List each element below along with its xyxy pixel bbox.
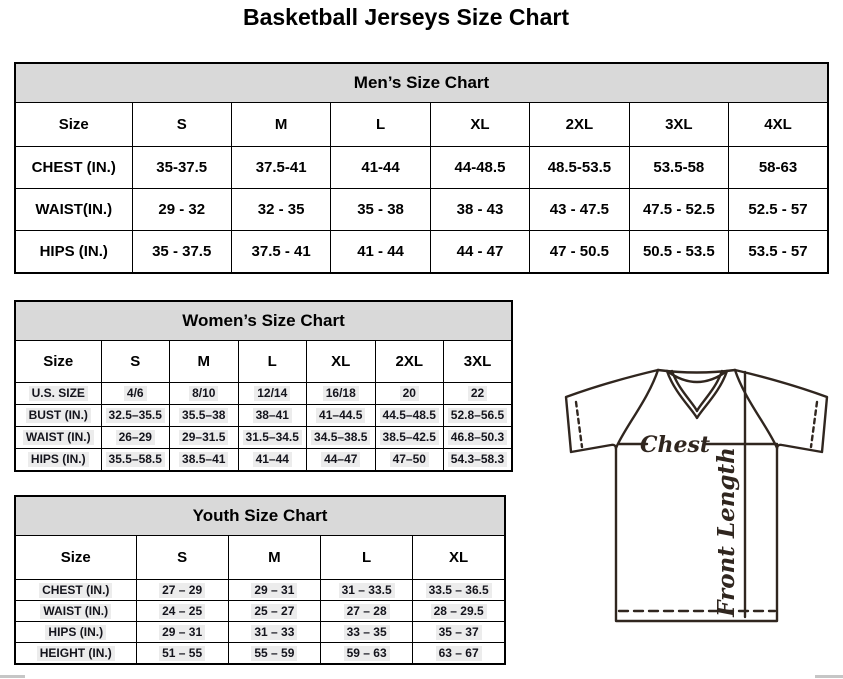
row-label [15,580,136,601]
table-row [15,580,505,601]
row-label [15,622,136,643]
cell [444,449,513,472]
col-header: Size [15,103,132,147]
cell [321,622,413,643]
col-header: Size [15,536,136,580]
cell [321,643,413,665]
col-header: XL [430,103,529,147]
table-row [15,231,828,274]
table-row [15,427,512,449]
row-label-text: BUST (IN.) [26,408,91,423]
cell [238,427,307,449]
row-label: CHEST (IN.) [15,147,132,189]
cell: 37.5 - 41 [231,231,330,274]
table-row [15,189,828,231]
cell [307,427,376,449]
cell-text: 27 – 28 [344,604,390,619]
cell [375,449,444,472]
col-header: 3XL [629,103,728,147]
table-row [15,147,828,189]
cell: 47.5 - 52.5 [629,189,728,231]
cell: 29 - 32 [132,189,231,231]
cell [170,405,239,427]
cell-text: 34.5–38.5 [311,430,370,445]
cell-text: 47–50 [390,452,429,467]
cell-text: 12/14 [254,386,290,401]
cell-text: 32.5–35.5 [106,408,165,423]
cell [136,580,228,601]
col-header: XL [413,536,505,580]
cell-text: 44–47 [321,452,360,467]
cell-text: 59 – 63 [344,646,390,661]
cell [413,643,505,665]
cell [307,449,376,472]
cell-text: 33 – 35 [344,625,390,640]
cell [136,601,228,622]
cell-text: 35 – 37 [436,625,482,640]
row-label-text: HEIGHT (IN.) [37,646,115,661]
cell: 43 - 47.5 [530,189,629,231]
row-label [15,405,101,427]
mens-column-header-row [15,103,828,147]
cell: 35 - 38 [331,189,430,231]
womens-column-header-row [15,341,512,383]
cell [375,405,444,427]
cell: 53.5 - 57 [729,231,828,274]
cell-text: 24 – 25 [159,604,205,619]
col-header: M [231,103,330,147]
cell: 48.5-53.5 [530,147,629,189]
cell: 41 - 44 [331,231,430,274]
cell-text: 31 – 33 [251,625,297,640]
col-header: XL [307,341,376,383]
cell-text: 35.5–38 [179,408,228,423]
chest-label: Chest [639,432,711,458]
mens-chart-header-row [15,63,828,103]
col-header: S [132,103,231,147]
womens-size-chart-table [14,300,513,472]
cell-text: 31 – 33.5 [339,583,395,598]
cell: 44-48.5 [430,147,529,189]
row-label: HIPS (IN.) [15,231,132,274]
cell [307,405,376,427]
cell [444,405,513,427]
cell-text: 35.5–58.5 [106,452,165,467]
cell: 44 - 47 [430,231,529,274]
cell [101,405,170,427]
cell-text: 33.5 – 36.5 [426,583,492,598]
cell [136,622,228,643]
row-label [15,643,136,665]
cell-text: 29 – 31 [251,583,297,598]
table-row [15,449,512,472]
col-header: Size [15,341,101,383]
jersey-measurement-diagram [555,355,843,635]
cell-text: 55 – 59 [251,646,297,661]
row-label-text: WAIST (IN.) [40,604,111,619]
cell [413,601,505,622]
cell [228,622,320,643]
cell-text: 38.5–42.5 [380,430,439,445]
col-header: L [321,536,413,580]
row-label-text: HIPS (IN.) [28,452,89,467]
jersey-right-cuff-stitch [811,402,817,447]
cell [413,580,505,601]
cell: 50.5 - 53.5 [629,231,728,274]
row-label [15,601,136,622]
cell: 35-37.5 [132,147,231,189]
cell [444,383,513,405]
cell-text: 26–29 [116,430,155,445]
cell-text: 54.3–58.3 [448,452,507,467]
row-label-text: HIPS (IN.) [45,625,106,640]
cell-text: 28 – 29.5 [431,604,487,619]
youth-chart-title: Youth Size Chart [15,496,505,536]
cell-text: 52.8–56.5 [448,408,507,423]
cell: 41-44 [331,147,430,189]
row-label [15,449,101,472]
col-header: 3XL [444,341,513,383]
cell-text: 22 [468,386,487,401]
col-header: 4XL [729,103,828,147]
front-length-label: Front Length [713,447,740,617]
youth-size-chart-table [14,495,506,665]
cell-text: 41–44.5 [316,408,365,423]
table-row [15,383,512,405]
cell-text: 38.5–41 [179,452,228,467]
mens-size-chart-table [14,62,829,274]
jersey-left-cuff-stitch [576,402,582,447]
col-header: S [136,536,228,580]
cell: 32 - 35 [231,189,330,231]
cell-text: 16/18 [323,386,359,401]
cell-text: 29 – 31 [159,625,205,640]
cell [228,601,320,622]
cell-text: 20 [400,386,419,401]
cell-text: 8/10 [189,386,218,401]
col-header: S [101,341,170,383]
row-label [15,427,101,449]
cell [136,643,228,665]
jersey-body-outline [566,370,827,621]
cell: 38 - 43 [430,189,529,231]
cell: 35 - 37.5 [132,231,231,274]
horizontal-scrollbar-fragment-right[interactable] [815,675,843,678]
cell [101,427,170,449]
cell-text: 51 – 55 [159,646,205,661]
cell [375,427,444,449]
cell-text: 27 – 29 [159,583,205,598]
col-header: L [238,341,307,383]
cell [321,580,413,601]
cell [101,449,170,472]
row-label-text: U.S. SIZE [29,386,88,401]
youth-chart-header-row [15,496,505,536]
table-row [15,405,512,427]
cell [444,427,513,449]
cell [238,449,307,472]
cell [101,383,170,405]
table-row [15,643,505,665]
cell [170,383,239,405]
cell: 53.5-58 [629,147,728,189]
page-title: Basketball Jerseys Size Chart [242,4,569,30]
cell [307,383,376,405]
womens-chart-title: Women’s Size Chart [15,301,512,341]
cell [238,405,307,427]
cell-text: 46.8–50.3 [448,430,507,445]
table-row [15,622,505,643]
youth-column-header-row [15,536,505,580]
cell: 37.5-41 [231,147,330,189]
col-header: 2XL [530,103,629,147]
cell-text: 31.5–34.5 [243,430,302,445]
table-row [15,601,505,622]
cell [170,427,239,449]
horizontal-scrollbar-fragment-left[interactable] [0,675,25,678]
cell: 47 - 50.5 [530,231,629,274]
cell [228,580,320,601]
row-label [15,383,101,405]
jersey-right-armhole-seam [735,370,777,448]
cell [170,449,239,472]
cell-text: 41–44 [253,452,292,467]
col-header: M [228,536,320,580]
row-label: WAIST(IN.) [15,189,132,231]
jersey-outline-drawing [555,355,843,635]
cell [238,383,307,405]
cell: 52.5 - 57 [729,189,828,231]
row-label-text: WAIST (IN.) [23,430,94,445]
womens-chart-header-row [15,301,512,341]
cell [375,383,444,405]
cell-text: 25 – 27 [251,604,297,619]
row-label-text: CHEST (IN.) [39,583,112,598]
cell [228,643,320,665]
cell [413,622,505,643]
cell [321,601,413,622]
cell-text: 63 – 67 [436,646,482,661]
cell-text: 29–31.5 [179,430,228,445]
col-header: 2XL [375,341,444,383]
cell: 58-63 [729,147,828,189]
cell-text: 4/6 [124,386,147,401]
cell-text: 38–41 [253,408,292,423]
col-header: L [331,103,430,147]
col-header: M [170,341,239,383]
mens-chart-title: Men’s Size Chart [15,63,828,103]
cell-text: 44.5–48.5 [380,408,439,423]
